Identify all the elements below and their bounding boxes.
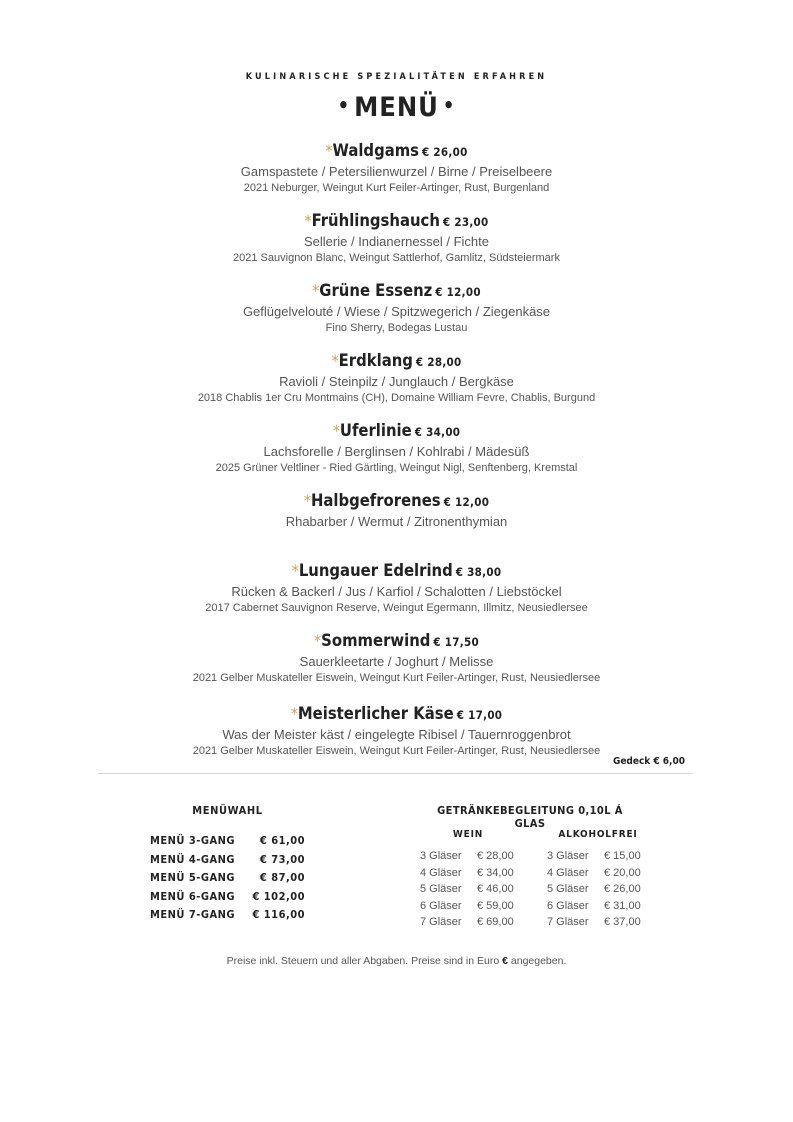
course-name: Halbgefrorenes bbox=[310, 491, 441, 510]
star-marker: * bbox=[290, 704, 298, 723]
footnote-text-end: angegeben. bbox=[507, 955, 567, 967]
course-price: € 17,00 bbox=[456, 708, 503, 722]
menuwahl-row bbox=[150, 851, 305, 870]
wein-price-list bbox=[420, 848, 514, 931]
course-price: € 23,00 bbox=[442, 215, 489, 229]
course-heading bbox=[0, 560, 793, 583]
wine-pairing: 2021 Gelber Muskateller Eiswein, Weingut Kurt Feiler-Artinger, Rust, Neusiedlersee bbox=[192, 745, 601, 757]
star-marker: * bbox=[304, 211, 312, 230]
course-item bbox=[0, 490, 793, 531]
getraenke-heading: GETRÄNKEBEGLEITUNG 0,10L Á GLAS bbox=[437, 804, 623, 830]
course-price: € 17,50 bbox=[433, 635, 480, 649]
wein-row bbox=[420, 848, 514, 865]
course-name: Lungauer Edelrind bbox=[298, 561, 453, 580]
star-marker: * bbox=[332, 421, 340, 440]
course-heading bbox=[0, 490, 793, 513]
course-description: Sellerie / Indianernessel / Fichte bbox=[304, 234, 489, 249]
glass-price: € 15,00 bbox=[604, 850, 641, 862]
alkoholfrei-row bbox=[547, 865, 641, 882]
wine-pairing: 2021 Sauvignon Blanc, Weingut Sattlerhof, Gamlitz, Südsteiermark bbox=[233, 252, 560, 264]
glass-price: € 59,00 bbox=[477, 899, 514, 912]
section-divider bbox=[98, 773, 693, 774]
course-name: Sommerwind bbox=[321, 631, 431, 650]
menuwahl-price: € 87,00 bbox=[259, 871, 305, 884]
wein-column-heading: WEIN bbox=[452, 829, 484, 840]
course-heading bbox=[0, 280, 793, 303]
menuwahl-price: € 73,00 bbox=[259, 852, 305, 866]
glass-count: 5 Gläser bbox=[420, 883, 462, 895]
price-footnote bbox=[0, 955, 793, 967]
glass-price: € 20,00 bbox=[604, 866, 641, 879]
menuwahl-list bbox=[150, 832, 305, 925]
wine-pairing: 2017 Cabernet Sauvignon Reserve, Weingut Egermann, Illmitz, Neusiedlersee bbox=[205, 602, 588, 614]
glass-price: € 31,00 bbox=[604, 899, 641, 912]
course-price: € 28,00 bbox=[415, 355, 462, 369]
course-item bbox=[0, 280, 793, 336]
course-name: Waldgams bbox=[332, 141, 420, 160]
course-description: Was der Meister käst / eingelegte Ribisel / Tauernroggenbrot bbox=[222, 727, 571, 742]
course-item bbox=[0, 210, 793, 266]
glass-price: € 69,00 bbox=[477, 916, 514, 928]
wine-pairing: 2021 Neburger, Weingut Kurt Feiler-Artinger, Rust, Burgenland bbox=[243, 182, 550, 194]
glass-price: € 46,00 bbox=[477, 883, 514, 895]
menuwahl-heading: MENÜWAHL bbox=[192, 804, 263, 817]
glass-price: € 26,00 bbox=[604, 883, 641, 895]
course-description: Sauerkleetarte / Joghurt / Melisse bbox=[299, 654, 494, 669]
gedeck-price: Gedeck € 6,00 bbox=[612, 756, 685, 767]
wine-pairing: 2021 Gelber Muskateller Eiswein, Weingut Kurt Feiler-Artinger, Rust, Neusiedlersee bbox=[192, 672, 601, 684]
menuwahl-label: MENÜ 4-GANG bbox=[150, 852, 236, 866]
course-name: Erdklang bbox=[338, 351, 413, 370]
euro-symbol: € bbox=[502, 955, 508, 967]
course-name: Uferlinie bbox=[339, 421, 412, 440]
glass-count: 7 Gläser bbox=[420, 916, 462, 928]
menuwahl-label: MENÜ 6-GANG bbox=[150, 889, 236, 903]
menuwahl-label: MENÜ 5-GANG bbox=[150, 871, 236, 884]
course-price: € 26,00 bbox=[422, 145, 468, 159]
menuwahl-label: MENÜ 7-GANG bbox=[150, 908, 236, 921]
title-dot-right: • bbox=[442, 93, 456, 117]
menuwahl-label: MENÜ 3-GANG bbox=[150, 834, 236, 847]
course-name: Meisterlicher Käse bbox=[297, 704, 454, 723]
title-text: MENÜ bbox=[354, 92, 439, 123]
menuwahl-row bbox=[150, 832, 305, 851]
menuwahl-price: € 61,00 bbox=[259, 834, 305, 847]
glass-count: 3 Gläser bbox=[420, 850, 462, 862]
star-marker: * bbox=[312, 281, 320, 300]
menuwahl-row bbox=[150, 906, 305, 925]
course-item bbox=[0, 420, 793, 476]
course-heading bbox=[0, 210, 793, 233]
course-price: € 38,00 bbox=[455, 565, 502, 579]
glass-count: 6 Gläser bbox=[420, 899, 462, 912]
menu-title bbox=[0, 92, 793, 123]
course-item bbox=[0, 630, 793, 686]
star-marker: * bbox=[313, 631, 322, 650]
alkoholfrei-row bbox=[547, 914, 641, 931]
course-heading bbox=[0, 630, 793, 653]
alkoholfrei-row bbox=[547, 848, 641, 865]
course-price: € 12,00 bbox=[435, 285, 481, 299]
star-marker: * bbox=[303, 491, 311, 510]
alkoholfrei-row bbox=[547, 881, 641, 898]
alkoholfrei-column-heading: ALKOHOLFREI bbox=[558, 829, 638, 840]
glass-count: 3 Gläser bbox=[547, 850, 589, 862]
menu-kicker: KULINARISCHE SPEZIALITÄTEN ERFAHREN bbox=[245, 72, 548, 82]
course-description: Rhabarber / Wermut / Zitronenthymian bbox=[285, 514, 508, 529]
course-price: € 34,00 bbox=[414, 425, 461, 439]
menuwahl-price: € 116,00 bbox=[252, 908, 305, 921]
glass-count: 6 Gläser bbox=[547, 899, 589, 912]
course-description: Lachsforelle / Berglinsen / Kohlrabi / Mädesüß bbox=[263, 444, 530, 459]
course-item bbox=[0, 140, 793, 196]
course-name: Frühlingshauch bbox=[311, 211, 440, 230]
footnote-text-start: Preise inkl. Steuern und aller Abgaben. Preise sind in Euro bbox=[226, 955, 503, 967]
menuwahl-row bbox=[150, 888, 305, 907]
star-marker: * bbox=[291, 561, 299, 580]
menuwahl-price: € 102,00 bbox=[252, 889, 305, 903]
glass-count: 4 Gläser bbox=[547, 866, 589, 879]
wein-row bbox=[420, 865, 514, 882]
course-item bbox=[0, 703, 793, 759]
alkoholfrei-row bbox=[547, 898, 641, 915]
wine-pairing: 2018 Chablis 1er Cru Montmains (CH), Domaine William Fevre, Chablis, Burgund bbox=[197, 392, 596, 404]
glass-count: 7 Gläser bbox=[547, 916, 589, 928]
course-description: Geflügelvelouté / Wiese / Spitzwegerich / Ziegenkäse bbox=[242, 304, 551, 319]
wine-pairing: 2025 Grüner Veltliner - Ried Gärtling, Weingut Nigl, Senftenberg, Kremstal bbox=[215, 462, 578, 474]
course-heading bbox=[0, 420, 793, 443]
course-name: Grüne Essenz bbox=[319, 281, 433, 300]
star-marker: * bbox=[331, 351, 339, 370]
title-dot-left: • bbox=[337, 93, 351, 117]
glass-count: 5 Gläser bbox=[547, 883, 589, 895]
wein-row bbox=[420, 881, 514, 898]
course-description: Ravioli / Steinpilz / Junglauch / Bergkäse bbox=[279, 374, 514, 389]
wein-row bbox=[420, 914, 514, 931]
alkoholfrei-price-list bbox=[547, 848, 641, 931]
glass-price: € 37,00 bbox=[604, 916, 641, 928]
wein-row bbox=[420, 898, 514, 915]
menuwahl-row bbox=[150, 869, 305, 888]
wine-pairing: Fino Sherry, Bodegas Lustau bbox=[325, 322, 468, 334]
glass-price: € 34,00 bbox=[477, 866, 514, 879]
course-price: € 12,00 bbox=[443, 495, 490, 509]
course-heading bbox=[0, 350, 793, 373]
star-marker: * bbox=[325, 141, 333, 160]
course-description: Rücken & Backerl / Jus / Karfiol / Schalotten / Liebstöckel bbox=[231, 584, 562, 599]
course-description: Gamspastete / Petersilienwurzel / Birne / Preiselbeere bbox=[240, 164, 553, 179]
course-item bbox=[0, 350, 793, 406]
course-heading bbox=[0, 140, 793, 163]
glass-count: 4 Gläser bbox=[420, 866, 462, 879]
course-item bbox=[0, 560, 793, 616]
glass-price: € 28,00 bbox=[477, 850, 514, 862]
course-heading bbox=[0, 703, 793, 726]
